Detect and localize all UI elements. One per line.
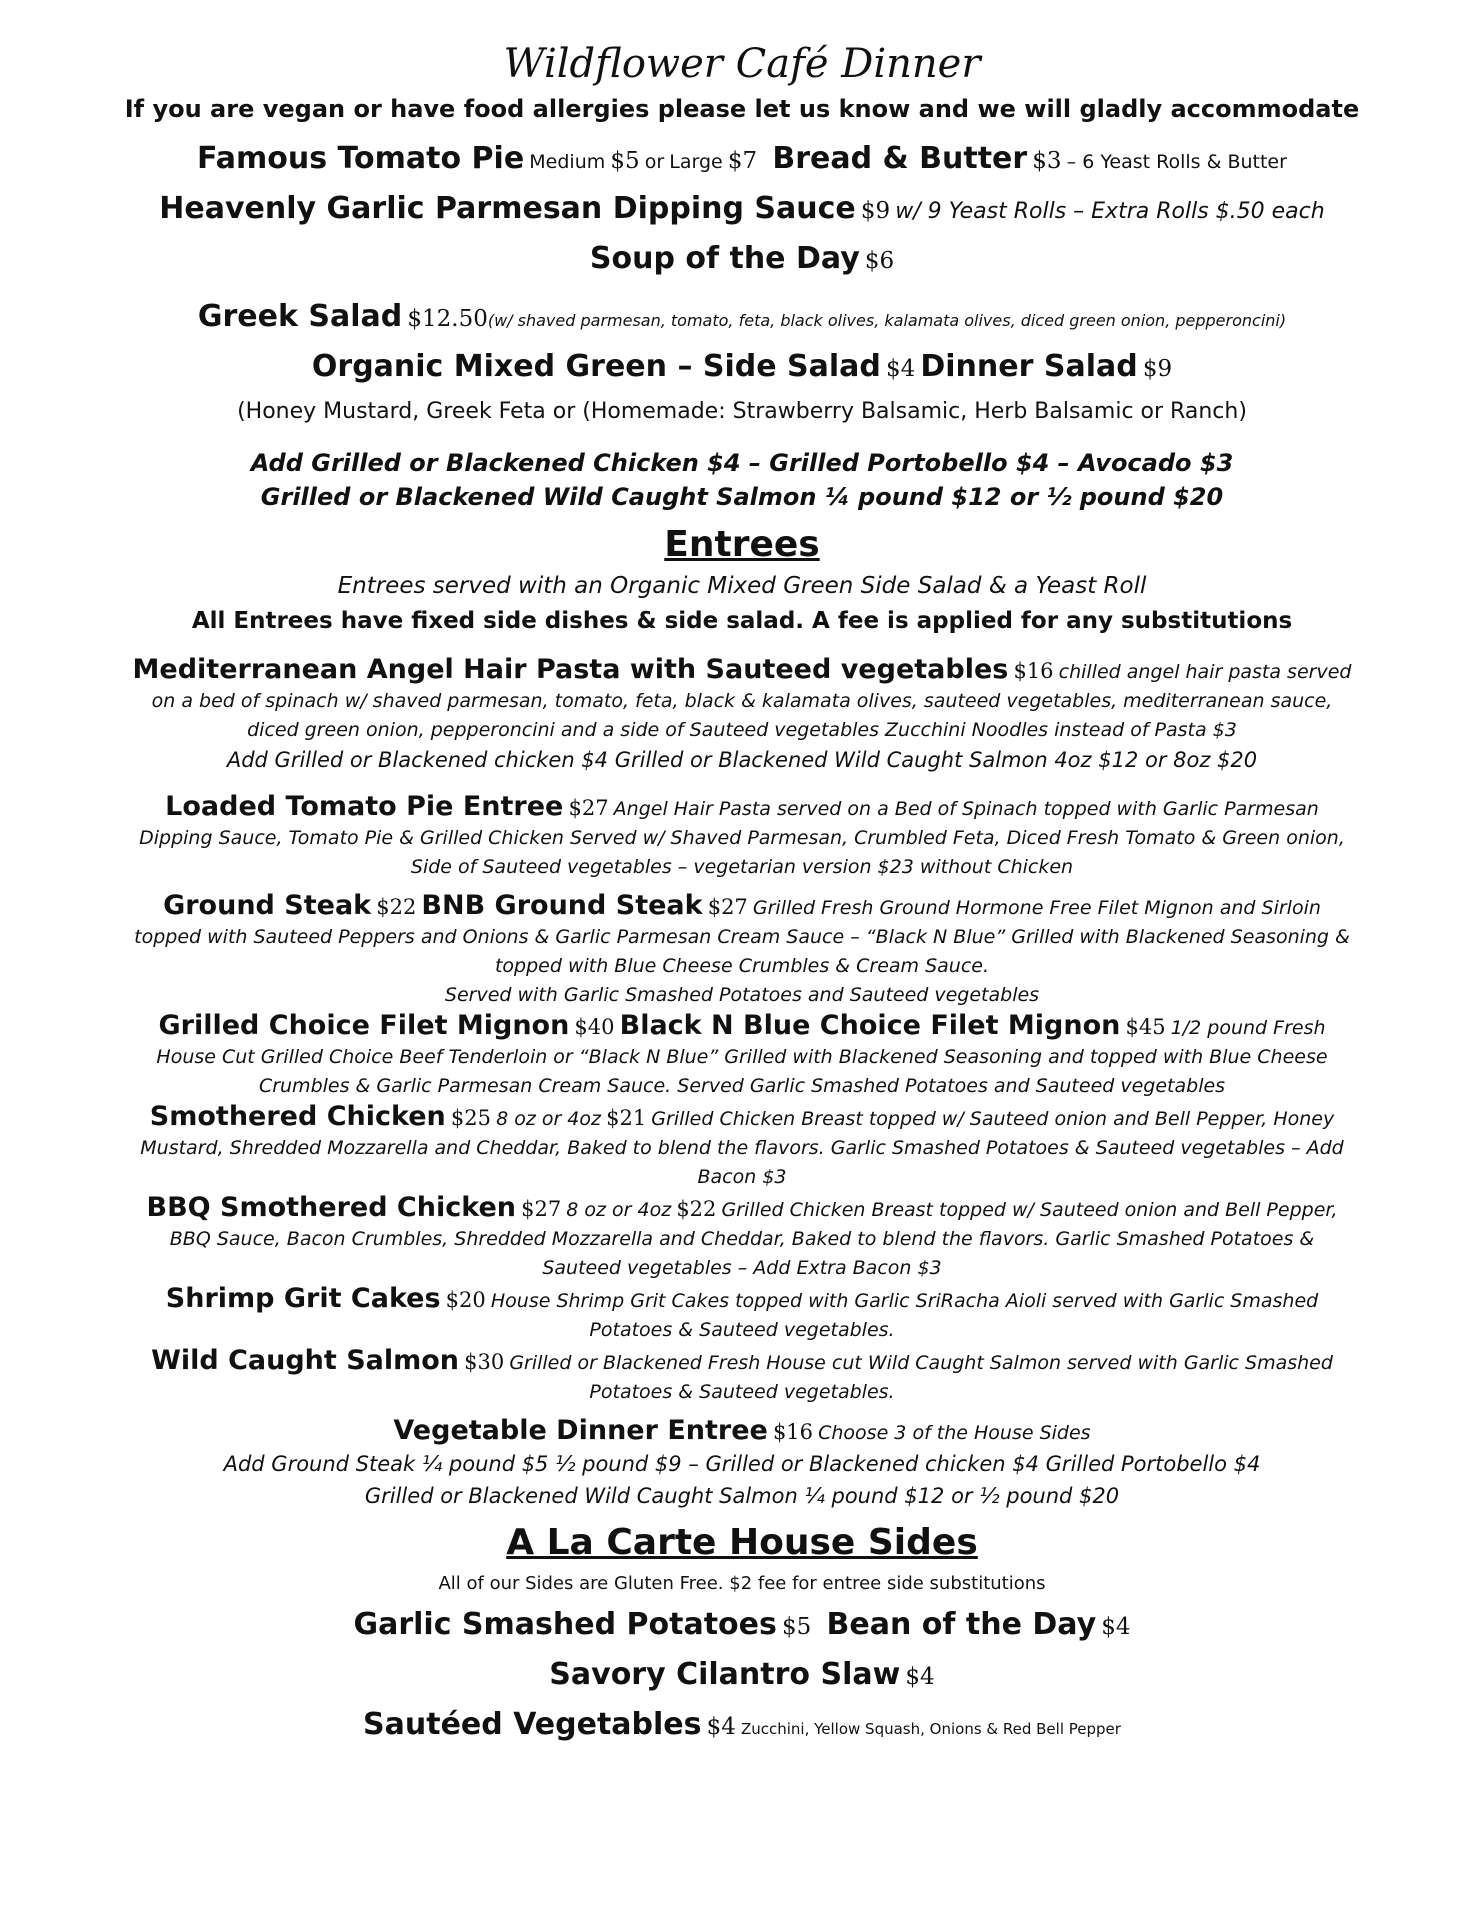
- entrees-substitution-rule: All Entrees have fixed side dishes & side salad. A fee is applied for any substitutions: [191, 608, 1293, 634]
- item-name: Sautéed Vegetables: [363, 1707, 702, 1742]
- item-desc: 1/2 pound Fresh House Cut Grilled Choice Beef Tenderloin or “Black N Blue” Grilled with Blackened Seasoning and topped with Blue Cheese Crumbles & Garlic Parmesan Cream Sauce. Served Garlic Smashed Potatoes and Sauteed vegetables: [156, 1017, 1328, 1097]
- item-desc: Grilled Fresh Ground Hormone Free Filet Mignon and Sirloin topped with Sauteed Peppers and Onions & Garlic Parmesan Cream Sauce – “Black N Blue” Grilled with Blackened Seasoning & topped with Blue Cheese Crumbles & Cream Sauce.: [134, 897, 1350, 977]
- starter-line-4: [0, 294, 1484, 344]
- starter-line-2: [0, 186, 1484, 236]
- item-price: $6: [864, 248, 895, 274]
- sides-line-2: [0, 1652, 1484, 1702]
- entree-item: [132, 1192, 1352, 1283]
- item-desc: Grilled Chicken Breast topped w/ Sauteed onion and Bell Pepper, Honey Mustard, Shredded Mozzarella and Cheddar, Baked to blend the flavors. Garlic Smashed Potatoes & Sauteed vegetables – Add Bacon $3: [140, 1108, 1344, 1188]
- menu-title: Wildflower Café Dinner: [503, 41, 981, 87]
- item-price: $4: [905, 1664, 935, 1690]
- item-price: $27: [568, 796, 609, 820]
- item-price: $30: [464, 1350, 505, 1374]
- item-name: Grilled Choice Filet Mignon: [158, 1010, 570, 1041]
- item-price: $4: [706, 1714, 736, 1740]
- item-desc: Angel Hair Pasta served on a Bed of Spinach topped with Garlic Parmesan Dipping Sauce, Tomato Pie & Grilled Chicken Served w/ Shaved Parmesan, Crumbled Feta, Diced Fresh Tomato & Green onion, Side of Sauteed vegetables – vegetarian version $23 without Chicken: [139, 798, 1345, 878]
- sides-heading: A La Carte House Sides: [506, 1522, 978, 1563]
- item-price: $3: [1032, 148, 1062, 174]
- item-name: Mediterranean Angel Hair Pasta with Sauteed vegetables: [132, 654, 1009, 685]
- entrees-heading: Entrees: [664, 524, 820, 565]
- starter-line-3: [0, 236, 1484, 286]
- item-add-ons: Grilled or Blackened Wild Caught Salmon ¼ pound $12 or ½ pound $20: [364, 1484, 1120, 1508]
- item-desc: House Shrimp Grit Cakes topped with Garlic SriRacha Aioli served with Garlic Smashed Potatoes & Sauteed vegetables.: [490, 1290, 1319, 1341]
- item-desc: chilled angel hair pasta served on a bed of spinach w/ shaved parmesan, tomato, feta, black & kalamata olives, sauteed vegetables, mediterranean sauce, diced green onion, pepperoncini and a side of Sauteed vegetables Zucchini Noodles instead of Pasta $3: [151, 661, 1352, 741]
- entree-item: [132, 791, 1352, 882]
- item-price: $16: [772, 1420, 814, 1444]
- item-name: Organic Mixed Green – Side Salad: [311, 349, 881, 384]
- item-price: $4: [886, 356, 916, 382]
- item-name: Heavenly Garlic Parmesan Dipping Sauce: [159, 191, 856, 226]
- item-name-alt: BNB Ground Steak: [421, 890, 703, 921]
- item-name: Wild Caught Salmon: [151, 1345, 460, 1376]
- item-name: Bean of the Day: [826, 1607, 1097, 1642]
- item-name: Greek Salad: [197, 299, 403, 334]
- item-size: 8 oz or 4oz: [566, 1199, 672, 1221]
- item-name: Shrimp Grit Cakes: [165, 1283, 441, 1314]
- sides-line-3: [0, 1702, 1484, 1752]
- item-desc: w/ 9 Yeast Rolls – Extra Rolls $.50 each: [895, 199, 1325, 224]
- dressing-options: (Honey Mustard, Greek Feta or (Homemade: Strawberry Balsamic, Herb Balsamic or Ranch): [237, 399, 1247, 424]
- item-name: Soup of the Day: [589, 241, 860, 276]
- item-name: Vegetable Dinner Entree: [393, 1415, 768, 1446]
- add-ons-line-1: Add Grilled or Blackened Chicken $4 – Grilled Portobello $4 – Avocado $3: [250, 449, 1234, 477]
- item-name-alt: Black N Blue Choice Filet Mignon: [619, 1010, 1121, 1041]
- or-label: or: [644, 151, 665, 173]
- item-name: Loaded Tomato Pie Entree: [165, 791, 564, 822]
- item-price: $7: [727, 148, 758, 174]
- entree-item: [132, 1345, 1352, 1407]
- item-name: Dinner Salad: [920, 349, 1138, 384]
- entree-item: [132, 890, 1352, 1010]
- item-desc: Zucchini, Yellow Squash, Onions & Red Bell Pepper: [740, 1720, 1121, 1738]
- item-name: Bread & Butter: [772, 141, 1028, 176]
- item-price-alt: $27: [707, 895, 748, 919]
- item-price: $12.50: [407, 306, 488, 332]
- entree-item: [132, 654, 1352, 775]
- item-price: $25: [450, 1106, 491, 1130]
- size-label: Medium: [529, 151, 606, 173]
- item-price-alt: $22: [676, 1197, 717, 1221]
- entree-item: [132, 1283, 1352, 1345]
- item-price: $22: [376, 895, 417, 919]
- item-name: BBQ Smothered Chicken: [146, 1192, 516, 1223]
- item-price: $40: [574, 1015, 615, 1039]
- item-desc: Grilled Chicken Breast topped w/ Sauteed onion and Bell Pepper, BBQ Sauce, Bacon Crumbles, Shredded Mozzarella and Cheddar, Baked to blend the flavors. Garlic Smashed Potatoes & Sauteed vegetables – Add Extra Bacon $3: [169, 1199, 1338, 1279]
- allergy-notice: If you are vegan or have food allergies please let us know and we will gladly accommodate: [124, 95, 1360, 123]
- item-price: $4: [1101, 1614, 1131, 1640]
- sides-line-1: [0, 1602, 1484, 1652]
- add-ons-line-2: Grilled or Blackened Wild Caught Salmon ¼ pound $12 or ½ pound $20: [260, 483, 1224, 511]
- item-desc: (w/ shaved parmesan, tomato, feta, black olives, kalamata olives, diced green onion, pepperoncini): [487, 311, 1287, 330]
- sides-subtitle: All of our Sides are Gluten Free. $2 fee for entree side substitutions: [438, 1573, 1046, 1594]
- entree-item: [132, 1415, 1352, 1512]
- item-name: Garlic Smashed Potatoes: [353, 1607, 777, 1642]
- item-price-alt: $45: [1125, 1015, 1166, 1039]
- starter-line-5: [0, 344, 1484, 394]
- item-serving-note: Served with Garlic Smashed Potatoes and Sauteed vegetables: [444, 984, 1040, 1006]
- entree-item: [132, 1010, 1352, 1101]
- item-add-ons: Add Ground Steak ¼ pound $5 ½ pound $9 – Grilled or Blackened chicken $4 Grilled Portobello $4: [223, 1452, 1261, 1476]
- item-name: Ground Steak: [163, 890, 372, 921]
- item-add-ons: Add Grilled or Blackened chicken $4 Grilled or Blackened Wild Caught Salmon 4oz $12 or 8oz $20: [226, 748, 1258, 772]
- item-size: 8 oz or 4oz: [496, 1108, 601, 1130]
- entrees-subtitle: Entrees served with an Organic Mixed Green Side Salad & a Yeast Roll: [337, 573, 1147, 599]
- item-desc: – 6 Yeast Rolls & Butter: [1066, 151, 1287, 173]
- item-price: $9: [1142, 356, 1173, 382]
- item-price: $27: [521, 1197, 562, 1221]
- item-price: $5: [610, 148, 640, 174]
- item-name: Smothered Chicken: [149, 1101, 446, 1132]
- item-price-alt: $21: [606, 1106, 647, 1130]
- item-price: $16: [1013, 659, 1054, 683]
- item-name: Famous Tomato Pie: [197, 141, 525, 176]
- item-desc: Choose 3 of the House Sides: [818, 1422, 1091, 1444]
- entree-item: [132, 1101, 1352, 1192]
- size-label: Large: [669, 151, 723, 173]
- item-price: $5: [781, 1614, 812, 1640]
- item-price: $20: [445, 1288, 486, 1312]
- item-price: $9: [860, 198, 891, 224]
- item-desc: Grilled or Blackened Fresh House cut Wild Caught Salmon served with Garlic Smashed Potatoes & Sauteed vegetables.: [509, 1352, 1333, 1403]
- starter-line-1: [0, 136, 1484, 186]
- item-name: Savory Cilantro Slaw: [549, 1657, 901, 1692]
